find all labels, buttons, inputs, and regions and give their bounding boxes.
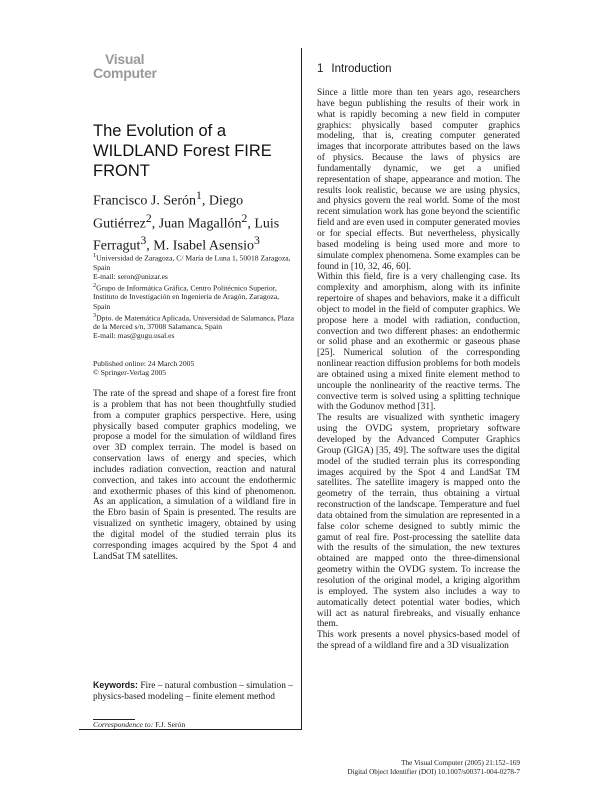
paragraph: Within this field, fire is a very challenging case. Its complexity and amorphism, along with its infinite repertoire of shapes and behaviors, make it a difficult object to model in the field of computer graphics. We propose here a model with radiation, conduction, convection and two different phases: an endothermic or solid phase and an exothermic or gaseous phase [25]. Numerical solution of the corresponding nonlinear reaction diffusion problems for both models are obtained using a mixed finite element method to uncouple the nonlinearity of the reactive terms. The convective term is solved using a splitting technique with the Godunov method [31]. [317,272,520,413]
author-name: Diego Gutiérrez [93,193,244,232]
logo-text-computer: Computer [93,65,157,81]
introduction-body [317,88,520,652]
author-name: Francisco J. Serón [93,193,197,209]
author-name: M. Isabel Asensio [153,238,254,254]
author-name: Luis Ferragut [93,216,280,254]
journal-logo [93,52,157,80]
journal-citation: The Visual Computer (2005) 21:152–169 [401,759,520,767]
affiliation-2: Grupo de Informática Gráfica, Centro Politécnico Superior, Instituto de Investigación en Ingeniería de Aragón, Zaragoza, Spain [93,283,280,311]
affiliation-3-email: E-mail: mas@gugu.usal.es [93,331,175,341]
doi: Digital Object Identifier (DOI) 10.1007/s00371-004-0278-7 [347,767,520,776]
affiliation-3: Dpto. de Matemática Aplicada, Universidad de Salamanca, Plaza de la Merced s/n, 37008 Salamanca, Spain [93,313,294,332]
keywords-text: Fire – natural combustion – simulation – physics-based modeling – finite element method [93,681,293,702]
affiliation-1-email: E-mail: seron@unizar.es [93,271,168,281]
correspondence-label: Correspondence to: [93,720,154,729]
page-footer [347,759,520,777]
correspondence-name: F.J. Serón [155,720,186,729]
copyright: © Springer-Verlag 2005 [93,368,167,378]
published-date: Published online: 24 March 2005 [93,359,195,368]
keywords [93,680,296,703]
article-title: The Evolution of a WILDLAND Forest FIRE FRONT [93,122,272,180]
correspondence [93,720,185,729]
paragraph: The results are visualized with synthetic imagery using the OVDG system, proprietary software developed by the Advanced Computer Graphics Group (GIGA) [35, 49]. The software uses the digital model of the studied terrain plus its corresponding images acquired by the Spot 4 and LandSat TM satellites. The satellite imagery is mapped onto the geometry of the terrain, thus obtaining a virtual reconstruction of the landscape. Temperature and fuel data obtained from the simulation are represented in a false color scheme designed to subtly mimic the gamut of real fire. Post-processing the satellite data with the results of the simulation, the new textures obtained are mapped onto the three-dimensional geometry within the OVDG system. To increase the resolution of the original model, a kriging algorithm is employed. The system also includes a way to automatically detect potential water bodies, which will act as natural firebreaks, and visually enhance them. [317,413,520,630]
author-name: Juan Magallón [158,216,242,232]
affiliation-1: Universidad de Zaragoza, C/ María de Luna 1, 50018 Zaragoza, Spain [93,253,291,272]
paragraph: This work presents a novel physics-based model of the spread of a wildland fire and a 3D visualization [317,630,520,652]
section-title: Introduction [331,63,392,75]
paragraph: Since a little more than ten years ago, researchers have begun publishing the results of their work in what is rapidly becoming a new field in computer graphics: physically based computer graphics modeling, that is, creating computer generated images that incorporate attributes based on the laws of physics. Because the laws of physics are fundamentally dynamic, we get a unified representation of shape, appearance and motion. The results look realistic, because we are using physics, and physics govern the real world. Some of the most recent simulation work has gone beyond the scientific field and are even used in computer generated movies or for special effects. But nevertheless, physically based modeling is being used more and more to simulate complex phenomena. Some examples can be found in [10, 32, 46, 60]. [317,88,520,272]
abstract: The rate of the spread and shape of a forest fire front is a problem that has not been thoughtfully studied from a computer graphics perspective. Here, using physically based computer graphics modeling, we propose a model for the simulation of wildland fires over 3D complex terrain. The model is based on conservation laws of energy and species, which includes radiation convection, reaction and natural convection, and takes into account the endothermic and exothermic phases of this kind of phenomenon. As an application, a simulation of a wildland fire in the Ebro basin of Spain is presented. The results are visualized on synthetic imagery, obtained by using the digital model of the studied terrain plus its corresponding images acquired by the Spot 4 and LandSat TM satellites. [93,389,296,562]
author-list: Francisco J. Serón$^1$, Diego Gutiérrez$^2$, Juan Magallón$^2$, Luis Ferragut$^3$, M. Isabel Asensio$^3$ [93,189,280,254]
section-number: 1 [317,63,324,75]
publication-info [93,359,298,378]
logo-text-visual: Visual [105,51,145,67]
affiliations: $^1$Universidad de Zaragoza, C/ María de Luna 1, 50018 Zaragoza, Spain E-mail: seron@unizar.es $^2$Grupo de Informática Gráfica, Centro Politécnico Superior, Instituto de Investigación en Ingeniería de Aragón, Zaragoza, Spain $^3$Dpto. de Matemática Aplicada, Universidad de Salamanca, Plaza de la Merced s/n, 37008 Salamanca, Spain E-mail: mas@gugu.usal.es [93,251,298,340]
section-heading [317,62,392,76]
keywords-label: Keywords: [93,680,138,690]
